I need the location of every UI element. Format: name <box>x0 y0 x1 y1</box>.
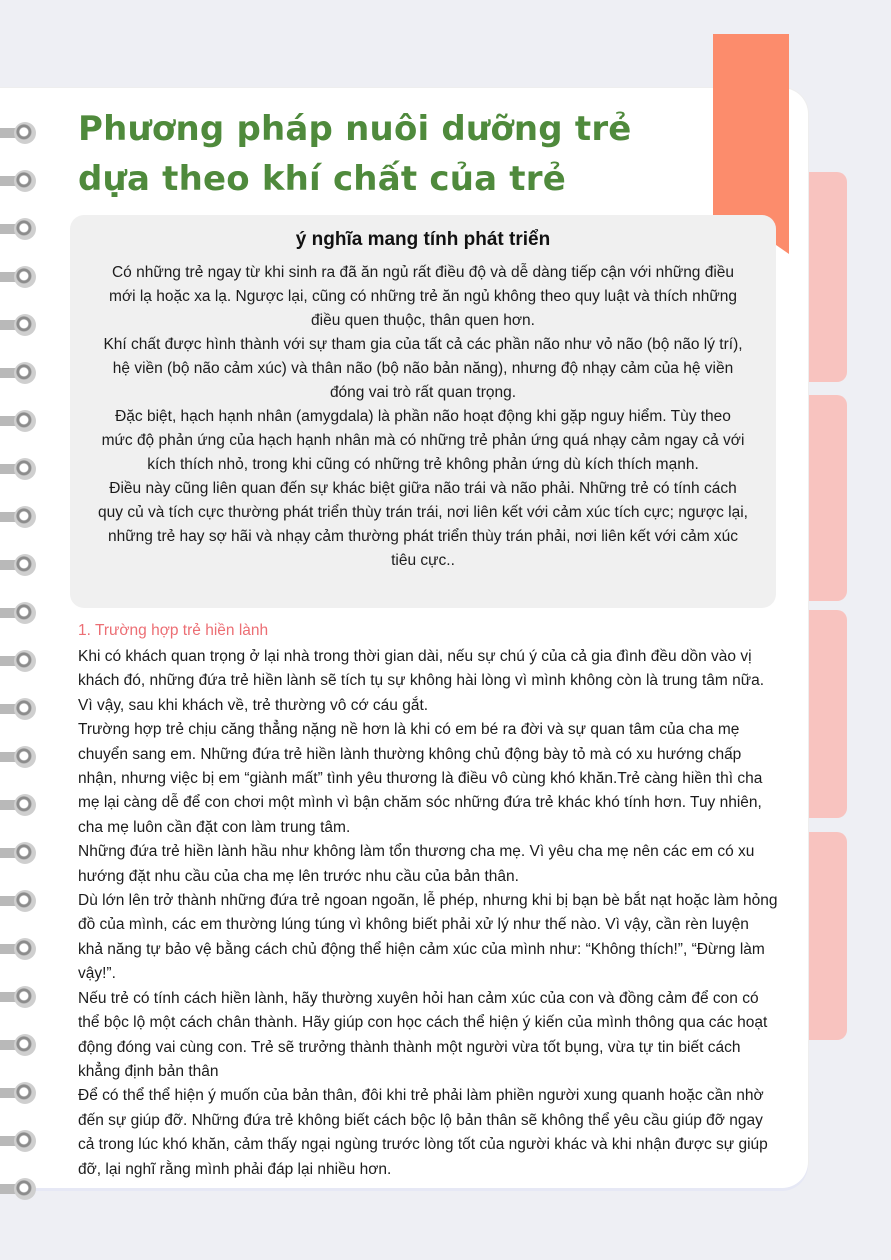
spiral-ring <box>0 650 42 672</box>
spiral-ring <box>0 842 42 864</box>
info-paragraph: Có những trẻ ngay từ khi sinh ra đã ăn ngủ rất điều độ và dễ dàng tiếp cận với những điều mới lạ hoặc xa lạ. Ngược lại, cũng có những trẻ ăn ngủ không theo quy luật và thích những điều quen thuộc, thân quen hơn. <box>109 264 737 329</box>
spiral-ring <box>0 890 42 912</box>
spiral-ring <box>0 266 42 288</box>
spiral-ring <box>0 698 42 720</box>
page-title <box>78 104 718 204</box>
body-paragraph: Trường hợp trẻ chịu căng thẳng nặng nề hơn là khi có em bé ra đời và sự quan tâm của cha mẹ chuyển sang em. Những đứa trẻ hiền lành thường không chủ động bày tỏ mà có xu hướng chấp nhận, nhưng việc bị em “giành mất” tình yêu thương là điều vô cùng khó khăn.Trẻ càng hiền thì cha mẹ lại càng dễ để con chơi một mình vì bận chăm sóc những đứa trẻ khác khó tính hơn. Tuy nhiên, cha mẹ luôn cần đặt con làm trung tâm. <box>78 721 763 836</box>
info-box <box>70 215 776 608</box>
title-line-1: Phương pháp nuôi dưỡng trẻ <box>78 109 632 149</box>
section-body <box>78 645 778 1182</box>
info-paragraph: Đặc biệt, hạch hạnh nhân (amygdala) là phần não hoạt động khi gặp nguy hiểm. Tùy theo mức độ phản ứng của hạch hạnh nhân mà có những trẻ phản ứng quá nhạy cảm ngay cả với kích thích nhỏ, trong khi cũng có những trẻ không phản ứng dù kích thích mạnh. <box>101 408 745 473</box>
spiral-ring <box>0 410 42 432</box>
spiral-ring <box>0 794 42 816</box>
spiral-ring <box>0 554 42 576</box>
spiral-ring <box>0 170 42 192</box>
spiral-ring <box>0 362 42 384</box>
spiral-ring <box>0 938 42 960</box>
spiral-ring <box>0 314 42 336</box>
info-box-heading: ý nghĩa mang tính phát triển <box>295 229 551 250</box>
info-box-body <box>98 261 748 573</box>
spiral-ring <box>0 1034 42 1056</box>
section-heading: 1. Trường hợp trẻ hiền lành <box>78 622 269 639</box>
body-paragraph: Những đứa trẻ hiền lành hầu như không làm tổn thương cha mẹ. Vì yêu cha mẹ nên các em có xu hướng đặt nhu cầu của cha mẹ lên trước nhu cầu của bản thân. <box>78 843 755 885</box>
body-paragraph: Để có thể thể hiện ý muốn của bản thân, đôi khi trẻ phải làm phiền người xung quanh hoặc cần nhờ đến sự giúp đỡ. Những đứa trẻ không biết cách bộc lộ bản thân sẽ không thể yêu cầu giúp đỡ ngay cả trong lúc khó khăn, cảm thấy ngại ngùng trước lòng tốt của người khác và khi nhận được sự giúp đỡ, lại nghĩ rằng mình phải đáp lại nhiều hơn. <box>78 1087 768 1178</box>
spiral-ring <box>0 218 42 240</box>
title-line-2: dựa theo khí chất của trẻ <box>78 159 566 199</box>
spiral-ring <box>0 986 42 1008</box>
body-paragraph: Khi có khách quan trọng ở lại nhà trong thời gian dài, nếu sự chú ý của cả gia đình đều dồn vào vị khách đó, những đứa trẻ hiền lành sẽ tích tụ sự không hài lòng vì mình không còn là trung tâm nữa. Vì vậy, sau khi khách về, trẻ thường vô cớ cáu gắt. <box>78 648 765 714</box>
body-paragraph: Nếu trẻ có tính cách hiền lành, hãy thường xuyên hỏi han cảm xúc của con và đồng cảm để con có thể bộc lộ một cách chân thành. Hãy giúp con học cách thể hiện ý kiến của mình thông qua các hoạt động đóng vai cùng con. Trẻ sẽ trưởng thành thành một người vừa tốt bụng, vừa tự tin biết cách khẳng định bản thân <box>78 989 768 1080</box>
spiral-ring <box>0 1178 42 1200</box>
spiral-ring <box>0 602 42 624</box>
body-paragraph: Dù lớn lên trở thành những đứa trẻ ngoan ngoãn, lễ phép, nhưng khi bị bạn bè bắt nạt hoặc làm hỏng đồ của mình, các em thường lúng túng vì không biết phải xử lý như thế nào. Vì vậy, cần rèn luyện khả năng tự bảo vệ bằng cách chủ động thể hiện cảm xúc của mình như: “Không thích!”, “Đừng làm vậy!”. <box>78 892 778 983</box>
spiral-ring <box>0 1082 42 1104</box>
spiral-ring <box>0 506 42 528</box>
info-paragraph: Khí chất được hình thành với sự tham gia của tất cả các phần não như vỏ não (bộ não lý trí), hệ viền (bộ não cảm xúc) và thân não (bộ não bản năng), nhưng độ nhạy cảm của hệ viền đóng vai trò rất quan trọng. <box>103 336 743 401</box>
info-paragraph: Điều này cũng liên quan đến sự khác biệt giữa não trái và não phải. Những trẻ có tính cách quy củ và tích cực thường phát triển thùy trán trái, nơi liên kết với cảm xúc tích cực; ngược lại, những trẻ hay sợ hãi và nhạy cảm thường phát triển thùy trán phải, nơi liên kết với cảm xúc tiêu cực.. <box>98 480 748 569</box>
spiral-ring <box>0 746 42 768</box>
spiral-ring <box>0 1130 42 1152</box>
spiral-ring <box>0 458 42 480</box>
spiral-ring <box>0 122 42 144</box>
